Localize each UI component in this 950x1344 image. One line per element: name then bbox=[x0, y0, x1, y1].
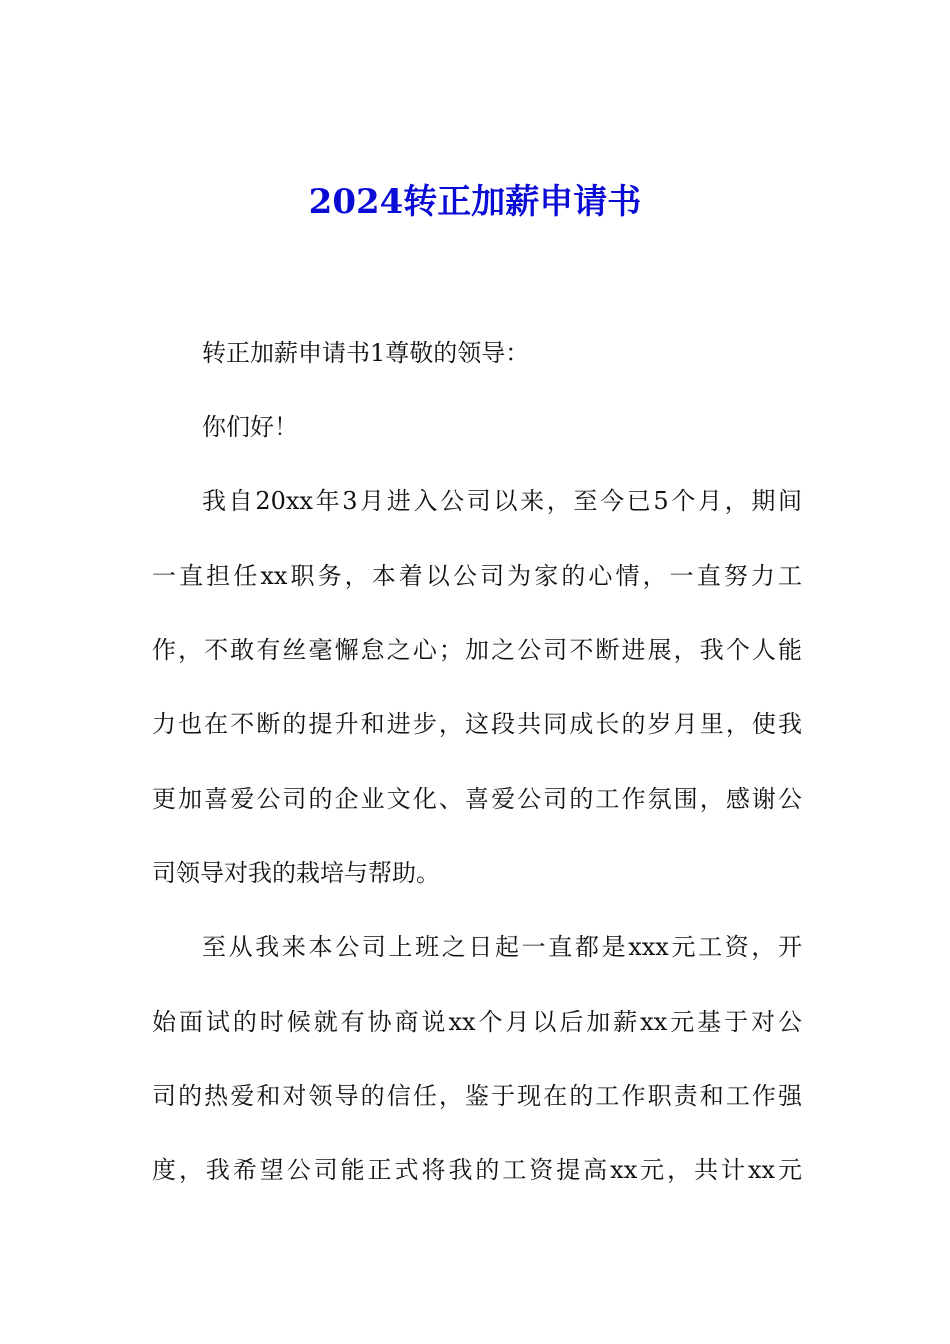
paragraph-1-line-4: 力也在不断的提升和进步，这段共同成长的岁月里，使我 bbox=[152, 710, 802, 738]
paragraph-1-line-1: 我自20xx年3月进入公司以来，至今已5个月，期间 bbox=[202, 487, 802, 515]
paragraph-1-line-2: 一直担任xx职务，本着以公司为家的心情，一直努力工 bbox=[152, 562, 802, 590]
salutation-line: 转正加薪申请书1尊敬的领导： bbox=[202, 339, 530, 367]
paragraph-2-line-3: 司的热爱和对领导的信任，鉴于现在的工作职责和工作强 bbox=[152, 1082, 802, 1110]
paragraph-1-line-5: 更加喜爱公司的企业文化、喜爱公司的工作氛围，感谢公 bbox=[152, 785, 802, 813]
document-title: 2024转正加薪申请书 bbox=[308, 182, 642, 222]
paragraph-1-line-6: 司领导对我的栽培与帮助。 bbox=[152, 859, 440, 887]
greeting-line: 你们好！ bbox=[202, 413, 298, 441]
paragraph-2-line-2: 始面试的时候就有协商说xx个月以后加薪xx元基于对公 bbox=[152, 1008, 802, 1036]
paragraph-2-line-4: 度，我希望公司能正式将我的工资提高xx元，共计xx元 bbox=[152, 1156, 802, 1184]
paragraph-2-line-1: 至从我来本公司上班之日起一直都是xxx元工资，开 bbox=[202, 933, 802, 961]
paragraph-1-line-3: 作，不敢有丝毫懈怠之心；加之公司不断进展，我个人能 bbox=[152, 636, 802, 664]
